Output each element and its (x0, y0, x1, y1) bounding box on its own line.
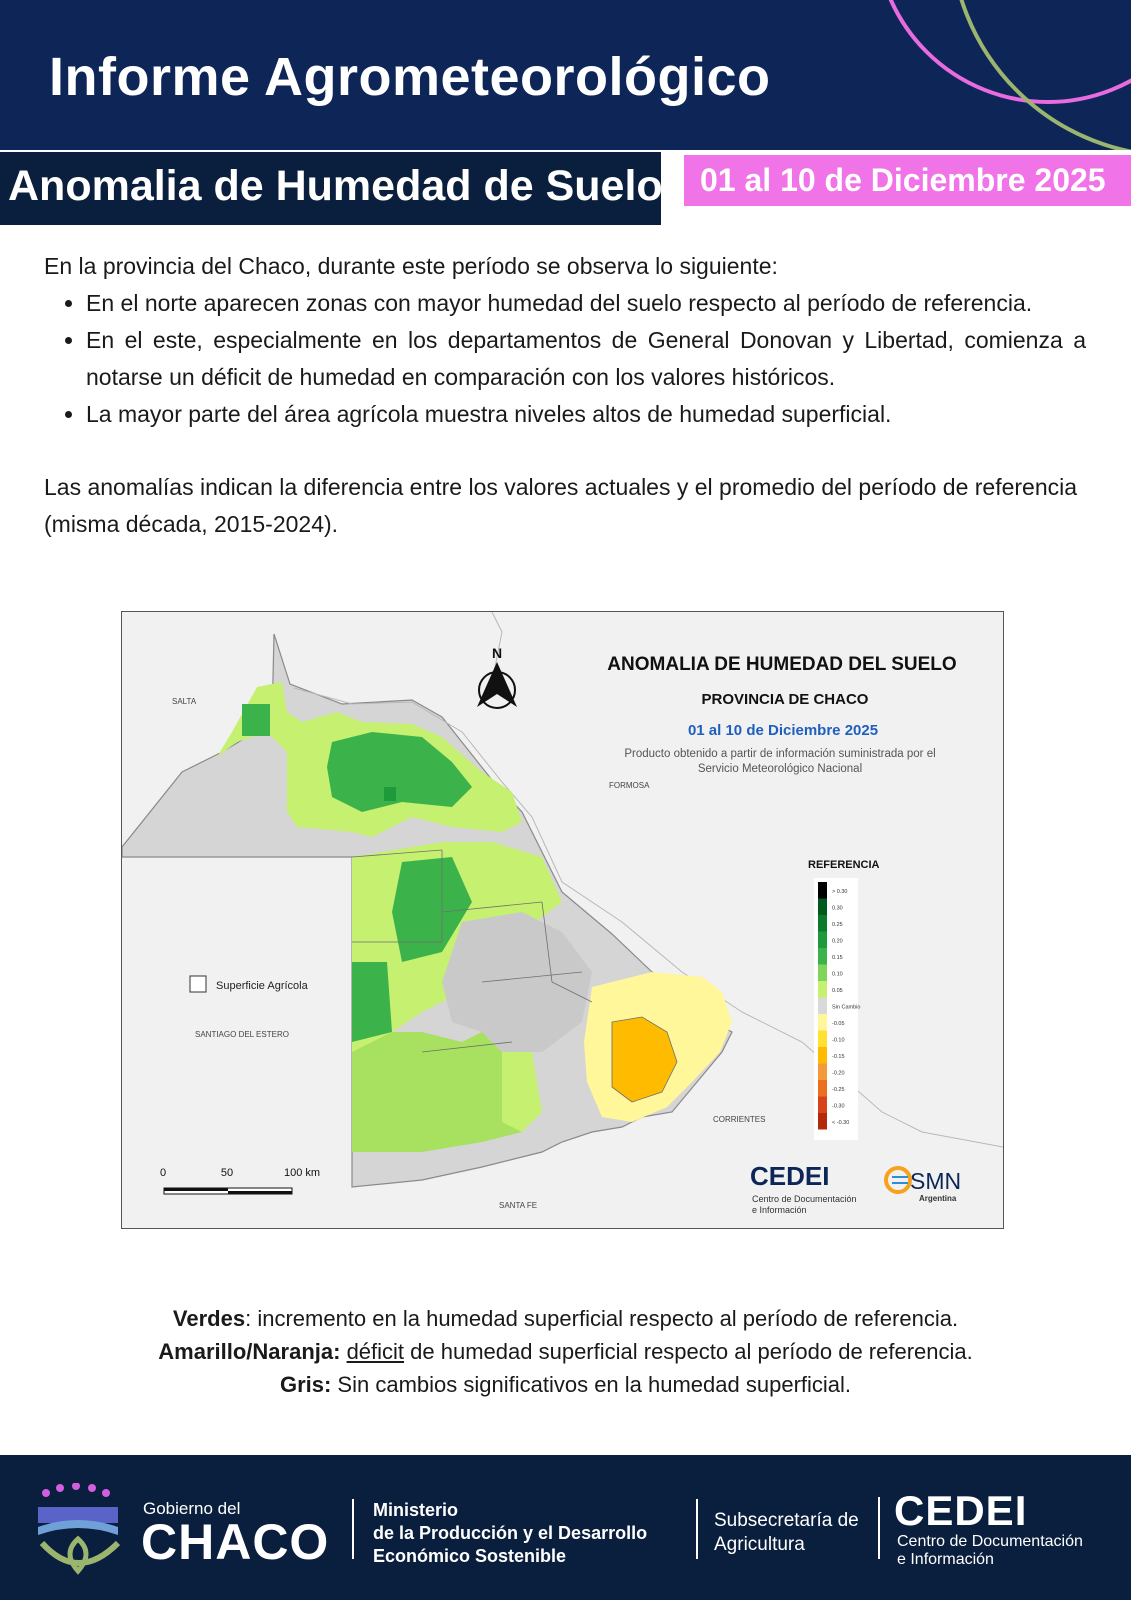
intro-section (44, 248, 1086, 543)
legend-swatch-label: -0.15 (832, 1054, 845, 1060)
scale-label-100: 100 km (283, 1167, 321, 1179)
legend-swatch-label: -0.05 (832, 1021, 845, 1027)
chaco-logo-icon (32, 1483, 132, 1583)
observation-item: • En el norte aparecen zonas con mayor humedad del suelo respecto al período de referencia. (86, 285, 1086, 322)
report-header (0, 0, 1131, 150)
intro-lead: En la provincia del Chaco, durante este período se observa lo siguiente: (44, 253, 778, 279)
observation-item: • En el este, especialmente en los departamentos de General Donovan y Libertad, comienza a notarse un déficit de humedad en comparación con los valores históricos. (86, 322, 1086, 396)
legend-green (0, 1302, 1131, 1335)
legend-swatch (818, 1080, 827, 1097)
label-salta: SALTA (172, 697, 197, 706)
map-source-line2: Servicio Meteorológico Nacional (697, 763, 863, 775)
ministry-line3: Económico Sostenible (373, 1546, 567, 1566)
subsecretaria-label (714, 1509, 859, 1557)
legend-swatch (818, 932, 827, 949)
section-title-bar (0, 152, 661, 225)
legend-swatch (818, 948, 827, 965)
footer-divider (696, 1499, 698, 1559)
legend-swatch (818, 1064, 827, 1081)
section-title: Anomalia de Humedad de Suelo (8, 162, 663, 210)
report-title: Informe Agrometeorológico (49, 47, 771, 107)
footer (0, 1455, 1131, 1600)
smn-logo-sub: Argentina (919, 1194, 957, 1203)
subsecretaria-line1: Subsecretaría de (714, 1510, 859, 1531)
map-svg (122, 612, 1003, 1228)
legend-swatch-label: Sin Cambio (832, 1004, 861, 1011)
cedei-map-logo-text: CEDEI (750, 1161, 830, 1191)
legend-swatch-label: 0.25 (832, 922, 843, 928)
legend-yellow (0, 1335, 1131, 1368)
scale-label-0: 0 (159, 1167, 167, 1179)
cedei-map-logo-sub1: Centro de Documentación (752, 1194, 857, 1204)
legend-swatch-label: -0.30 (832, 1103, 845, 1110)
anomaly-note: Las anomalías indican la diferencia entre los valores actuales y el promedio del período de referencia (misma década, 2015-2024). (44, 474, 1078, 537)
map-source-line1: Producto obtenido a partir de información suministrada por el (624, 748, 936, 760)
legend-gray (0, 1368, 1131, 1401)
date-range-badge (684, 155, 1131, 206)
footer-divider (878, 1497, 880, 1559)
legend-swatch-label: -0.20 (832, 1070, 845, 1077)
north-label: N (491, 645, 503, 661)
legend-yellow-underline: déficit (346, 1339, 405, 1364)
cedei-footer-line1: Centro de Documentación (897, 1533, 1083, 1550)
legend-swatch (818, 899, 827, 916)
legend-yellow-desc: de humedad superficial respecto al período de referencia. (404, 1339, 973, 1364)
ministry-label (373, 1499, 647, 1568)
legend-swatch-label: 0.15 (832, 955, 843, 961)
ministry-line2: de la Producción y el Desarrollo (373, 1523, 648, 1543)
gob-small-label: Gobierno del (143, 1499, 241, 1518)
scale-label-50: 50 (220, 1167, 234, 1179)
legend-swatch-label: > 0.30 (832, 889, 848, 895)
legend-swatch (818, 998, 827, 1015)
legend-green-term: Verdes (172, 1306, 246, 1331)
olive-arc (951, 0, 1131, 150)
anomaly-map (121, 611, 1004, 1229)
legend-title: REFERENCIA (808, 859, 880, 871)
ministry-line1: Ministerio (373, 1500, 459, 1520)
legend-gray-term: Gris: (279, 1372, 332, 1397)
map-title: ANOMALIA DE HUMEDAD DEL SUELO (607, 654, 957, 675)
subsecretaria-line2: Agricultura (714, 1534, 805, 1555)
label-santiago: SANTIAGO DEL ESTERO (195, 1030, 289, 1039)
legend-swatch-label: 0.20 (832, 938, 843, 945)
legend-swatch-label: 0.10 (832, 971, 843, 978)
legend-swatch-label: -0.25 (832, 1087, 845, 1093)
legend-swatch (818, 965, 827, 982)
smn-logo-text: SMN (910, 1168, 962, 1194)
legend-swatch (818, 1047, 827, 1064)
legend-swatch (818, 981, 827, 998)
cedei-map-logo-sub2: e Información (752, 1205, 807, 1215)
label-formosa: FORMOSA (609, 781, 650, 790)
cedei-footer-line2: e Información (897, 1551, 994, 1568)
gob-chaco-label: CHACO (141, 1514, 330, 1570)
legend-swatch (818, 1113, 827, 1130)
legend-yellow-term: Amarillo/Naranja: (158, 1339, 341, 1364)
footer-divider (352, 1499, 354, 1559)
label-santa-fe: SANTA FE (499, 1201, 538, 1210)
color-legend-text (0, 1302, 1131, 1401)
map-province: PROVINCIA DE CHACO (701, 691, 869, 708)
legend-swatch (818, 882, 827, 899)
legend-swatch (818, 915, 827, 932)
legend-swatch (818, 1014, 827, 1031)
legend-swatch-label: < -0.30 (832, 1120, 850, 1126)
label-corrientes: CORRIENTES (713, 1115, 766, 1124)
date-range-text: 01 al 10 de Diciembre 2025 (700, 162, 1106, 198)
legend-swatch (818, 1097, 827, 1114)
legend-swatch-label: -0.10 (832, 1037, 845, 1044)
legend-green-desc: : incremento en la humedad superficial respecto al período de referencia. (245, 1306, 959, 1331)
agri-legend-label: Superficie Agrícola (216, 980, 308, 992)
cedei-footer-logo: CEDEI (894, 1487, 1028, 1534)
legend-swatch-label: 0.30 (832, 905, 843, 912)
observation-list (44, 285, 1086, 433)
legend-swatch (818, 1031, 827, 1048)
legend-swatch-label: 0.05 (832, 988, 843, 994)
legend-gray-desc: Sin cambios significativos en la humedad superficial. (331, 1372, 852, 1397)
pink-arc (876, 0, 1131, 102)
observation-item: • La mayor parte del área agrícola muestra niveles altos de humedad superficial. (86, 396, 1086, 433)
map-dates: 01 al 10 de Diciembre 2025 (687, 722, 879, 739)
cedei-footer-sub (897, 1533, 1083, 1569)
